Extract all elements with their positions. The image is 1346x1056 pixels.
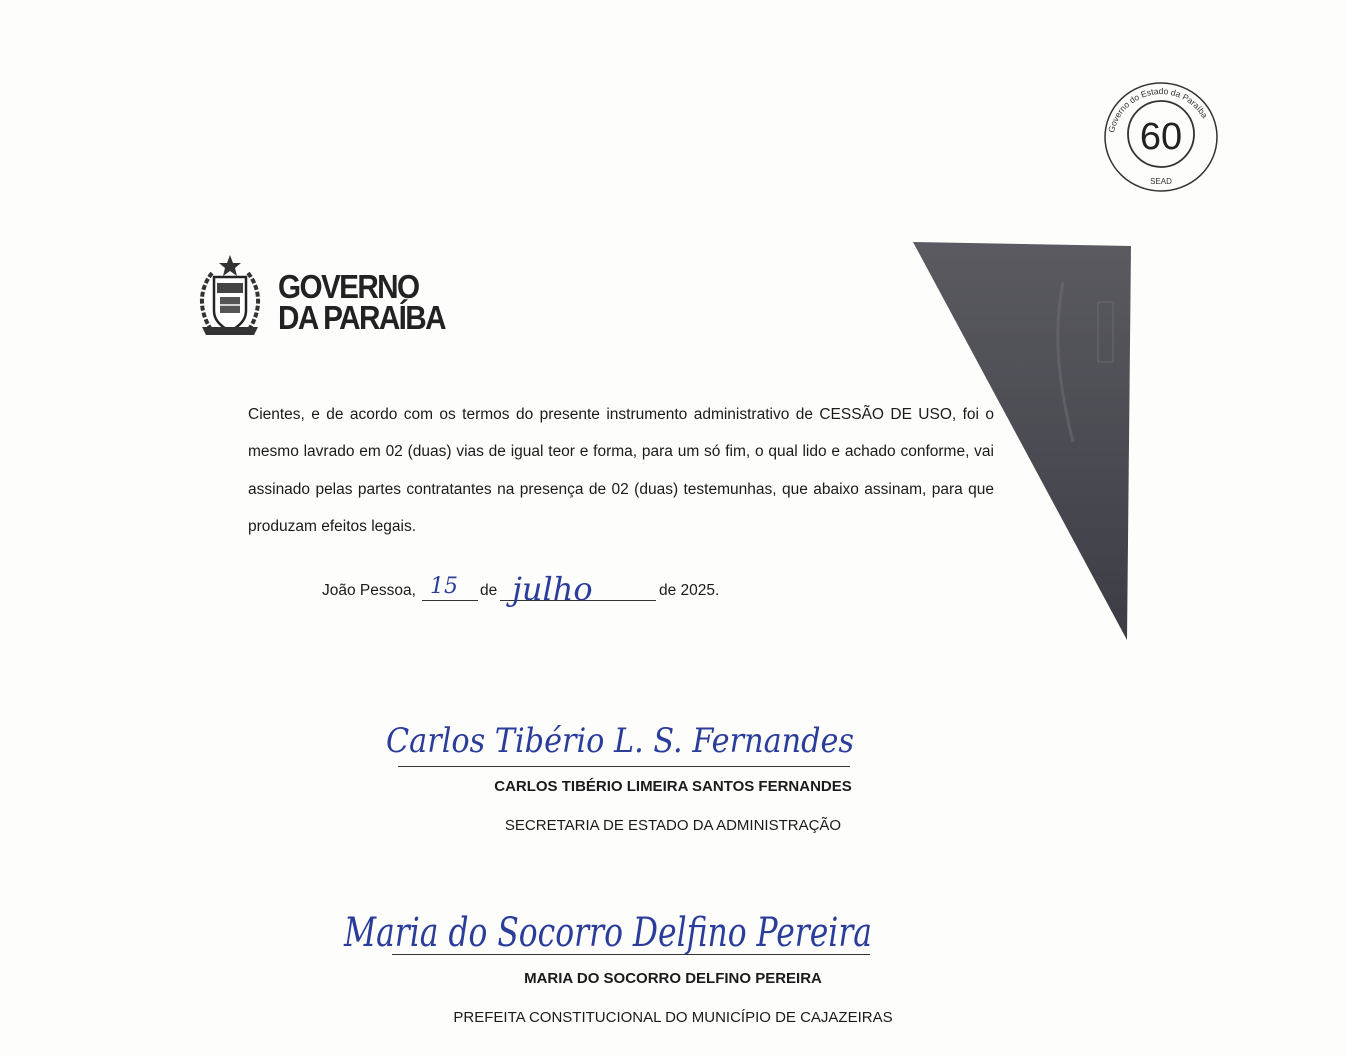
date-de: de (480, 582, 498, 599)
signature-2-image (340, 888, 880, 960)
signatory-1-name: CARLOS TIBÉRIO LIMEIRA SANTOS FERNANDES (494, 778, 852, 795)
stamp-ring-text: Governo do Estado da Paraíba (1105, 85, 1210, 134)
date-year: de 2025. (659, 582, 720, 599)
day-blank (422, 600, 478, 601)
logo-wordmark (278, 268, 445, 336)
logo-line-1: GOVERNO (278, 268, 419, 305)
signature-1-text: Carlos Tibério L. S. Fernandes (386, 721, 854, 761)
date-line (322, 570, 742, 620)
date-month-handwritten: julho (512, 570, 593, 608)
signatory-1-role: SECRETARIA DE ESTADO DA ADMINISTRAÇÃO (504, 817, 842, 834)
stamp-number: 60 (1139, 116, 1183, 158)
signature-1-line (398, 766, 850, 767)
paraiba-coat-of-arms-icon (190, 253, 270, 339)
signature-2-line (392, 954, 870, 955)
signature-1-image (382, 708, 862, 768)
stamp-bottom-text: SEAD (1150, 177, 1172, 186)
signature-2-text: Maria do Socorro Delfino Pereira (343, 910, 872, 956)
logo-line-2: DA PARAÍBA (278, 299, 445, 336)
agreement-paragraph: Cientes, e de acordo com os termos do presente instrumento administrativo de CESSÃO DE USO, foi o mesmo lavrado em 02 (duas) vias de igual teor e forma, para um só fim, o qual lido e achado conforme, vai assinado pelas partes contratantes na presença de 02 (duas) testemunhas, que abaixo assinam, para que produzam efeitos legais. (248, 405, 994, 535)
signatory-2-name: MARIA DO SOCORRO DELFINO PEREIRA (524, 970, 822, 987)
sead-stamp (1101, 80, 1221, 195)
signatory-2-role: PREFEITA CONSTITUCIONAL DO MUNICÍPIO DE CAJAZEIRAS (453, 1009, 893, 1026)
date-day-handwritten: 15 (430, 574, 458, 599)
date-city: João Pessoa, (322, 582, 416, 599)
stamp-seal-icon (1101, 80, 1221, 195)
